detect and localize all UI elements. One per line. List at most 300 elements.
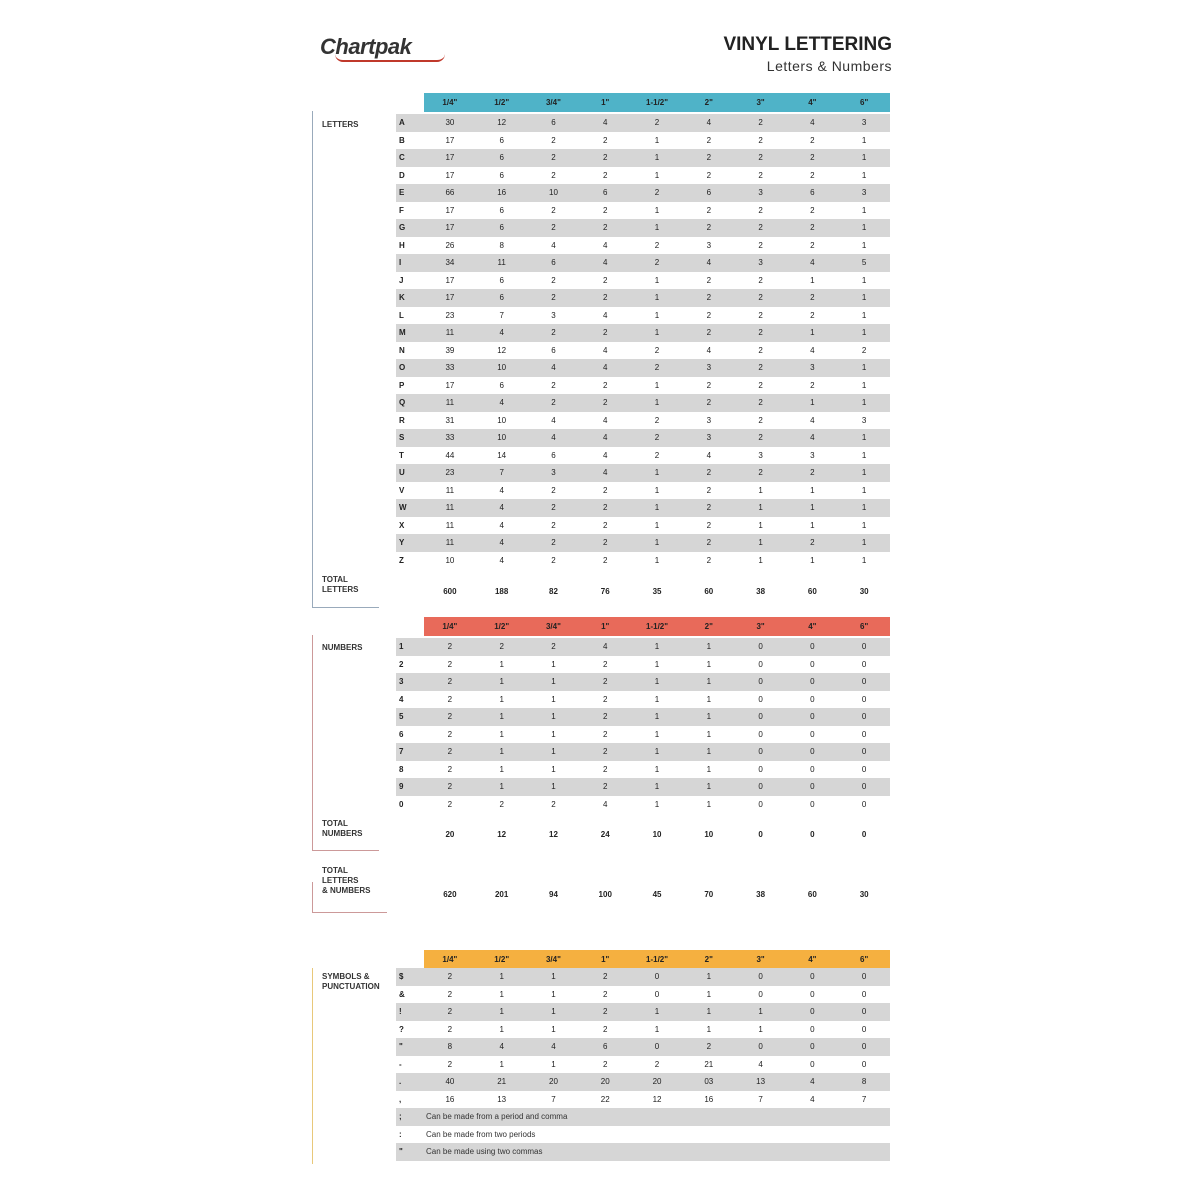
- symbols-cell: 2: [706, 1042, 712, 1052]
- letters-cell: 1: [654, 275, 660, 285]
- letters-size-header: 3/4": [545, 98, 561, 107]
- chartpak-logo: Chartpak: [320, 34, 412, 59]
- letters-cell: 4: [706, 258, 712, 268]
- symbols-note-text: Can be made from two periods: [426, 1129, 536, 1139]
- letters-cell: 4: [603, 118, 608, 128]
- numbers-cell: 1: [551, 729, 556, 739]
- numbers-cell: 1: [706, 694, 712, 704]
- letters-cell: 6: [810, 188, 815, 198]
- numbers-cell: 2: [447, 799, 453, 809]
- letters-cell: 1: [654, 223, 660, 233]
- numbers-row-key: 5: [399, 712, 404, 722]
- numbers-cell: 1: [499, 659, 504, 669]
- numbers-row-key: 4: [399, 694, 404, 704]
- numbers-row-key: 8: [399, 764, 404, 774]
- numbers-cell: 1: [706, 729, 712, 739]
- letters-cell: 1: [654, 380, 660, 390]
- symbols-size-header: 2": [704, 955, 713, 964]
- letters-cell: 17: [445, 275, 455, 285]
- letters-cell: 2: [758, 380, 763, 390]
- letters-cell: 2: [551, 555, 556, 565]
- symbols-cell: 7: [758, 1094, 763, 1104]
- numbers-cell: 2: [603, 747, 608, 757]
- numbers-cell: 2: [447, 747, 453, 757]
- symbols-row: [396, 1091, 890, 1109]
- numbers-cell: 0: [810, 799, 815, 809]
- symbols-cell: 13: [756, 1077, 766, 1087]
- symbols-cell: 1: [499, 1059, 504, 1069]
- letters-row: [396, 429, 890, 447]
- numbers-cell: 1: [706, 659, 712, 669]
- letters-cell: 1: [654, 170, 660, 180]
- symbols-note-key: :: [399, 1129, 402, 1139]
- letters-total-cell: 60: [704, 587, 714, 596]
- letters-cell: 2: [758, 205, 763, 215]
- numbers-label: NUMBERS: [322, 643, 363, 652]
- symbols-row-key: .: [399, 1077, 402, 1087]
- letters-total-label-line1: TOTAL: [322, 575, 348, 584]
- symbols-bracket: [312, 968, 313, 1164]
- letters-cell: 6: [499, 135, 504, 145]
- letters-cell: 2: [654, 258, 660, 268]
- grand-total-label-line2: LETTERS: [322, 876, 359, 885]
- numbers-cell: 1: [654, 642, 660, 652]
- letters-cell: 1: [810, 555, 815, 565]
- letters-cell: 2: [810, 240, 815, 250]
- letters-cell: 2: [551, 398, 556, 408]
- letters-size-header: 6": [860, 98, 869, 107]
- letters-cell: 2: [551, 503, 556, 513]
- letters-cell: 6: [499, 153, 504, 163]
- letters-cell: 1: [861, 170, 867, 180]
- letters-row-key: V: [399, 485, 405, 495]
- letters-cell: 1: [861, 328, 867, 338]
- letters-cell: 2: [603, 223, 608, 233]
- letters-cell: 2: [758, 328, 763, 338]
- letters-cell: 2: [654, 415, 660, 425]
- letters-row-key: I: [399, 258, 402, 268]
- symbols-cell: 0: [654, 972, 660, 982]
- letters-cell: 3: [758, 450, 763, 460]
- letters-cell: 1: [861, 503, 867, 513]
- symbols-cell: 0: [758, 1042, 763, 1052]
- symbols-cell: 1: [551, 989, 556, 999]
- letters-cell: 3: [758, 258, 763, 268]
- numbers-cell: 1: [706, 764, 712, 774]
- letters-row: [396, 307, 890, 325]
- numbers-cell: 1: [499, 747, 504, 757]
- letters-cell: 2: [654, 188, 660, 198]
- letters-cell: 1: [861, 520, 867, 530]
- letters-cell: 3: [758, 188, 763, 198]
- letters-cell: 2: [551, 223, 556, 233]
- symbols-cell: 20: [600, 1077, 610, 1087]
- letters-cell: 1: [654, 468, 660, 478]
- letters-cell: 4: [603, 415, 608, 425]
- letters-cell: 2: [603, 520, 608, 530]
- letters-size-header: 1": [601, 98, 610, 107]
- numbers-row: [396, 796, 890, 814]
- numbers-total-cell: 10: [704, 830, 714, 839]
- symbols-note-row: [396, 1108, 890, 1126]
- letters-cell: 11: [445, 503, 455, 513]
- letters-cell: 10: [445, 555, 455, 565]
- symbols-cell: 1: [706, 1024, 712, 1034]
- letters-cell: 2: [654, 363, 660, 373]
- numbers-row: [396, 743, 890, 761]
- letters-cell: 2: [758, 118, 763, 128]
- letters-cell: 4: [499, 485, 504, 495]
- letters-cell: 2: [810, 293, 815, 303]
- letters-cell: 2: [654, 118, 660, 128]
- letters-row-key: X: [399, 520, 405, 530]
- letters-cell: 10: [497, 415, 507, 425]
- letters-row-key: Z: [399, 555, 404, 565]
- letters-cell: 2: [551, 485, 556, 495]
- letters-cell: 1: [810, 398, 815, 408]
- numbers-cell: 0: [810, 764, 815, 774]
- numbers-cell: 2: [603, 712, 608, 722]
- letters-row-key: N: [399, 345, 405, 355]
- letters-size-header: 2": [704, 98, 713, 107]
- symbols-label-line2: PUNCTUATION: [322, 982, 380, 991]
- letters-cell: 23: [445, 468, 455, 478]
- letters-cell: 1: [654, 153, 660, 163]
- letters-cell: 2: [810, 380, 815, 390]
- numbers-total-cell: 12: [497, 830, 507, 839]
- symbols-cell: 1: [758, 1007, 763, 1017]
- letters-cell: 2: [603, 135, 608, 145]
- letters-size-header: 1/2": [494, 98, 510, 107]
- numbers-totals-row: [424, 830, 890, 839]
- symbols-cell: 2: [447, 1024, 453, 1034]
- numbers-cell: 1: [499, 782, 504, 792]
- letters-cell: 4: [603, 468, 608, 478]
- numbers-cell: 1: [551, 764, 556, 774]
- numbers-cell: 2: [447, 782, 453, 792]
- letters-cell: 4: [810, 258, 815, 268]
- letters-size-header: 4": [808, 98, 817, 107]
- symbols-size-header: 3/4": [545, 955, 561, 964]
- numbers-row-key: 2: [399, 659, 404, 669]
- letters-row-key: W: [399, 503, 407, 513]
- symbols-row: [396, 1038, 890, 1056]
- grand-total-label-line3: & NUMBERS: [322, 886, 371, 895]
- numbers-cell: 0: [810, 712, 815, 722]
- symbols-cell: 0: [654, 1042, 660, 1052]
- letters-header: [424, 93, 890, 112]
- grand-total-label: [322, 866, 370, 896]
- letters-row-key: E: [399, 188, 405, 198]
- grand-total-section: [312, 864, 890, 914]
- symbols-cell: 0: [861, 989, 867, 999]
- numbers-cell: 1: [654, 764, 660, 774]
- letters-cell: 2: [551, 520, 556, 530]
- grand-total-cell: 94: [549, 890, 558, 899]
- numbers-cell: 2: [603, 729, 608, 739]
- letters-cell: 4: [603, 240, 608, 250]
- letters-cell: 2: [861, 345, 867, 355]
- letters-cell: 4: [499, 503, 504, 513]
- grand-total-cell: 60: [807, 890, 817, 899]
- symbols-cell: 0: [861, 972, 867, 982]
- symbols-section: [312, 950, 890, 1165]
- letters-cell: 2: [758, 275, 763, 285]
- symbols-size-header: 6": [860, 955, 869, 964]
- symbols-cell: 16: [704, 1094, 714, 1104]
- numbers-cell: 2: [499, 642, 504, 652]
- symbols-row: [396, 1003, 890, 1021]
- letters-cell: 2: [810, 538, 815, 548]
- letters-cell: 1: [810, 520, 815, 530]
- symbols-row-key: ": [399, 1042, 403, 1052]
- grand-totals-row: [424, 890, 890, 899]
- numbers-size-header: 1/2": [494, 622, 510, 631]
- letters-cell: 2: [654, 433, 660, 443]
- letters-cell: 2: [706, 310, 712, 320]
- letters-cell: 2: [758, 153, 763, 163]
- symbols-cell: 2: [603, 972, 608, 982]
- letters-row-key: U: [399, 468, 405, 478]
- letters-cell: 4: [603, 310, 608, 320]
- letters-cell: 3: [861, 415, 867, 425]
- letters-cell: 6: [551, 450, 556, 460]
- letters-total-cell: 35: [652, 587, 662, 596]
- letters-cell: 2: [603, 485, 608, 495]
- letters-cell: 3: [810, 450, 815, 460]
- letters-cell: 2: [706, 520, 712, 530]
- letters-row-key: P: [399, 380, 405, 390]
- symbols-size-header: 1/4": [442, 955, 458, 964]
- numbers-row-key: 0: [399, 799, 404, 809]
- letters-cell: 1: [654, 503, 660, 513]
- numbers-cell: 1: [654, 782, 660, 792]
- numbers-cell: 2: [447, 677, 453, 687]
- letters-cell: 2: [758, 468, 763, 478]
- numbers-cell: 1: [499, 764, 504, 774]
- letters-cell: 39: [445, 345, 455, 355]
- letters-cell: 4: [603, 258, 608, 268]
- grand-total-cell: 201: [494, 890, 509, 899]
- numbers-total-cell: 12: [549, 830, 558, 839]
- letters-cell: 4: [810, 433, 815, 443]
- letters-cell: 3: [861, 118, 867, 128]
- letters-cell: 3: [551, 310, 556, 320]
- letters-cell: 2: [706, 485, 712, 495]
- letters-cell: 1: [861, 485, 867, 495]
- numbers-cell: 0: [810, 677, 815, 687]
- letters-cell: 1: [654, 293, 660, 303]
- letters-cell: 2: [706, 170, 712, 180]
- letters-cell: 6: [499, 223, 504, 233]
- letters-cell: 4: [603, 450, 608, 460]
- numbers-cell: 0: [810, 642, 815, 652]
- symbols-cell: 1: [654, 1024, 660, 1034]
- letters-row: [396, 552, 890, 570]
- numbers-size-header: 3/4": [545, 622, 561, 631]
- letters-totals-row: [424, 587, 890, 596]
- symbols-cell: 2: [447, 989, 453, 999]
- symbols-cell: 4: [551, 1042, 556, 1052]
- numbers-row: [396, 656, 890, 674]
- letters-cell: 4: [603, 433, 608, 443]
- letters-cell: 23: [445, 310, 455, 320]
- letters-cell: 4: [551, 415, 556, 425]
- numbers-cell: 1: [654, 659, 660, 669]
- letters-cell: 2: [810, 310, 815, 320]
- letters-cell: 2: [654, 240, 660, 250]
- numbers-cell: 0: [861, 799, 867, 809]
- letters-cell: 2: [603, 293, 608, 303]
- symbols-cell: 2: [447, 1007, 453, 1017]
- logo-swoosh: [335, 54, 445, 62]
- letters-cell: 1: [861, 398, 867, 408]
- letters-row-key: H: [399, 240, 405, 250]
- letters-cell: 16: [497, 188, 507, 198]
- letters-cell: 2: [706, 293, 712, 303]
- letters-cell: 1: [654, 555, 660, 565]
- letters-cell: 1: [758, 555, 763, 565]
- numbers-cell: 0: [861, 782, 867, 792]
- letters-cell: 1: [654, 538, 660, 548]
- letters-row: [396, 184, 890, 202]
- grand-total-cell: 38: [756, 890, 766, 899]
- letters-cell: 2: [654, 450, 660, 460]
- letters-cell: 1: [758, 485, 763, 495]
- symbols-cell: 1: [706, 1007, 712, 1017]
- letters-cell: 33: [445, 433, 455, 443]
- symbols-cell: 1: [499, 989, 504, 999]
- letters-cell: 11: [445, 328, 455, 338]
- letters-row-key: L: [399, 310, 404, 320]
- letters-cell: 6: [551, 258, 556, 268]
- numbers-cell: 2: [447, 729, 453, 739]
- letters-cell: 4: [603, 345, 608, 355]
- letters-cell: 2: [603, 398, 608, 408]
- letters-cell: 5: [861, 258, 867, 268]
- letters-cell: 1: [861, 293, 867, 303]
- symbols-cell: 4: [499, 1042, 504, 1052]
- letters-cell: 1: [861, 310, 867, 320]
- numbers-cell: 4: [603, 642, 608, 652]
- numbers-cell: 1: [654, 694, 660, 704]
- symbols-cell: 0: [810, 1059, 815, 1069]
- symbols-cell: 20: [652, 1077, 662, 1087]
- letters-cell: 2: [603, 275, 608, 285]
- letters-cell: 1: [861, 275, 867, 285]
- page-title: VINYL LETTERING: [723, 34, 892, 55]
- numbers-row: [396, 708, 890, 726]
- symbols-cell: 7: [551, 1094, 556, 1104]
- numbers-cell: 2: [603, 782, 608, 792]
- letters-row-key: B: [399, 135, 405, 145]
- symbols-cell: 0: [861, 1007, 867, 1017]
- numbers-row: [396, 691, 890, 709]
- letters-cell: 2: [758, 398, 763, 408]
- symbols-note-row: [396, 1126, 890, 1144]
- numbers-row: [396, 726, 890, 744]
- letters-total-cell: 60: [807, 587, 817, 596]
- numbers-cell: 2: [447, 642, 453, 652]
- numbers-cell: 1: [499, 712, 504, 722]
- numbers-cell: 1: [499, 729, 504, 739]
- numbers-cell: 4: [603, 799, 608, 809]
- numbers-total-cell: 10: [652, 830, 662, 839]
- letters-cell: 6: [499, 275, 504, 285]
- letters-total-cell: 188: [494, 587, 509, 596]
- letters-cell: 17: [445, 170, 455, 180]
- numbers-total-label-line2: NUMBERS: [322, 829, 363, 838]
- letters-cell: 2: [551, 153, 556, 163]
- numbers-cell: 2: [603, 694, 608, 704]
- letters-row: [396, 202, 890, 220]
- letters-cell: 33: [445, 363, 455, 373]
- symbols-row: [396, 986, 890, 1004]
- letters-cell: 1: [758, 520, 763, 530]
- letters-cell: 6: [499, 205, 504, 215]
- symbols-cell: 1: [706, 989, 712, 999]
- letters-row: [396, 167, 890, 185]
- letters-row: [396, 289, 890, 307]
- grand-total-cell: 30: [859, 890, 869, 899]
- letters-cell: 4: [603, 363, 608, 373]
- symbols-cell: 1: [499, 1007, 504, 1017]
- letters-cell: 2: [603, 205, 608, 215]
- letters-cell: 1: [861, 240, 867, 250]
- letters-cell: 66: [445, 188, 455, 198]
- letters-size-header: 1/4": [442, 98, 458, 107]
- letters-cell: 2: [758, 433, 763, 443]
- letters-cell: 2: [706, 468, 712, 478]
- letters-total-cell: 38: [756, 587, 766, 596]
- letters-cell: 2: [551, 205, 556, 215]
- numbers-cell: 1: [654, 799, 660, 809]
- numbers-row: [396, 638, 890, 656]
- letters-cell: 1: [810, 503, 815, 513]
- letters-bracket: [312, 111, 379, 608]
- letters-cell: 4: [551, 363, 556, 373]
- letters-row: [396, 464, 890, 482]
- numbers-cell: 1: [499, 677, 504, 687]
- letters-cell: 10: [497, 363, 507, 373]
- symbols-label: [322, 972, 380, 992]
- letters-cell: 2: [603, 153, 608, 163]
- letters-cell: 11: [445, 520, 455, 530]
- letters-cell: 2: [603, 503, 608, 513]
- letters-cell: 2: [758, 223, 763, 233]
- letters-row: [396, 342, 890, 360]
- letters-cell: 2: [706, 275, 712, 285]
- letters-cell: 1: [758, 538, 763, 548]
- letters-row: [396, 534, 890, 552]
- letters-cell: 3: [861, 188, 867, 198]
- letters-cell: 2: [706, 153, 712, 163]
- letters-cell: 6: [706, 188, 712, 198]
- symbols-size-header: 1/2": [494, 955, 510, 964]
- letters-cell: 2: [551, 135, 556, 145]
- symbols-cell: 6: [603, 1042, 608, 1052]
- letters-cell: 1: [654, 398, 660, 408]
- symbols-cell: 1: [654, 1007, 660, 1017]
- letters-cell: 4: [499, 520, 504, 530]
- letters-cell: 4: [551, 240, 556, 250]
- letters-cell: 1: [654, 205, 660, 215]
- symbols-cell: 0: [758, 972, 763, 982]
- symbols-cell: 0: [810, 989, 815, 999]
- letters-row: [396, 447, 890, 465]
- symbols-cell: 1: [551, 1007, 556, 1017]
- symbols-cell: 2: [603, 1007, 608, 1017]
